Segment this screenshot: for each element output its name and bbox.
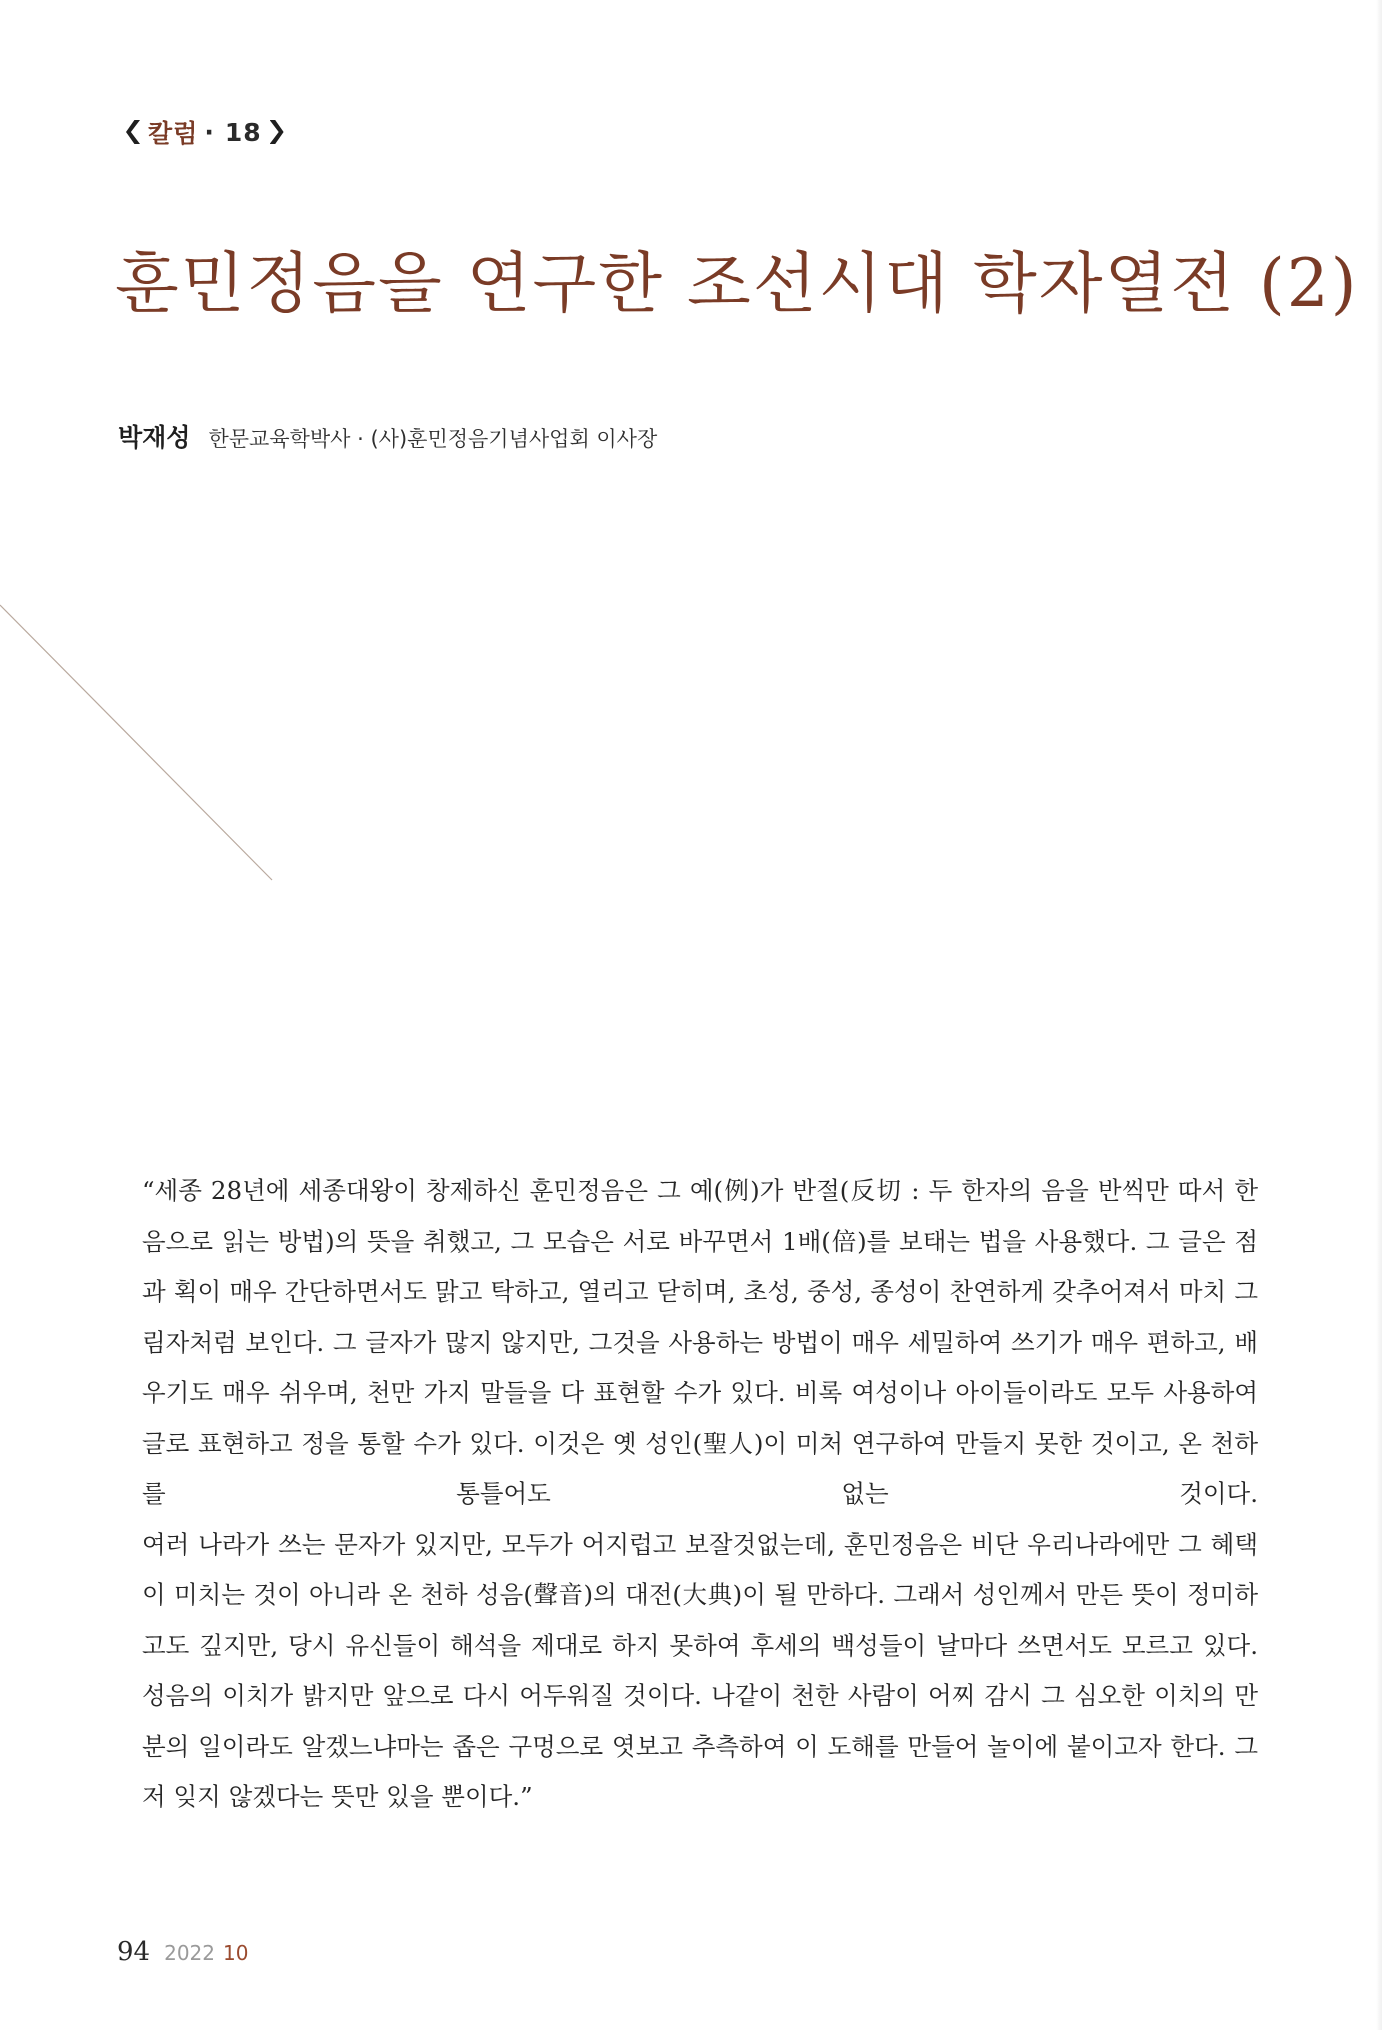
bracket-right-icon [270, 120, 284, 144]
decorative-diagonal-line [0, 590, 300, 890]
article-title: 훈민정음을 연구한 조선시대 학자열전 (2) [115, 245, 1359, 322]
column-tag [118, 112, 292, 152]
byline [118, 418, 657, 454]
issue-year: 2022 [164, 1941, 215, 1965]
body-paragraph: “세종 28년에 세종대왕이 창제하신 훈민정음은 그 예(例)가 반절(反切 : 두 한자의 음을 반씩만 따서 한 음으로 읽는 방법)의 뜻을 취했고, 그 모습은 서로 바꾸면서 1배(倍)를 보태는 법을 사용했다. 그 글은 점과 획이 매우 간단하면서도 맑고 탁하고, 열리고 닫히며, 초성, 중성, 종성이 찬연하게 갖추어져서 마치 그림자처럼 보인다. 그 글자가 많지 않지만, 그것을 사용하는 방법이 매우 세밀하여 쓰기가 매우 편하고, 배우기도 매우 쉬우며, 천만 가지 말들을 다 표현할 수가 있다. 비록 여성이나 아이들이라도 모두 사용하여 글로 표현하고 정을 통할 수가 있다. 이것은 옛 성인(聖人)이 미처 연구하여 만들지 못한 것이고, 온 천하를 통틀어도 없는 것이다. [142, 1176, 1258, 1508]
bracket-left-icon [126, 120, 140, 144]
author-affiliation: 한문교육학박사 · (사)훈민정음기념사업회 이사장 [208, 427, 658, 451]
author-name: 박재성 [118, 423, 191, 452]
issue-month: 10 [223, 1941, 249, 1965]
body-paragraph: 여러 나라가 쓰는 문자가 있지만, 모두가 어지럽고 보잘것없는데, 훈민정음은 비단 우리나라에만 그 혜택이 미치는 것이 아니라 온 천하 성음(聲音)의 대전(大典)이 될 만하다. 그래서 성인께서 만든 뜻이 정미하고도 깊지만, 당시 유신들이 해석을 제대로 하지 못하여 후세의 백성들이 날마다 쓰면서도 모르고 있다. 성음의 이치가 밝지만 앞으로 다시 어두워질 것이다. 나같이 천한 사람이 어찌 감시 그 심오한 이치의 만분의 일이라도 알겠느냐마는 좁은 구멍으로 엿보고 추측하여 이 도해를 만들어 놀이에 붙이고자 한다. 그저 잊지 않겠다는 뜻만 있을 뿐이다.” [142, 1529, 1258, 1811]
column-separator: · [204, 117, 215, 147]
page-edge-shadow [1376, 0, 1382, 2030]
page-footer [117, 1937, 248, 1967]
quotation-body [142, 1166, 1258, 1823]
column-number: 18 [224, 117, 262, 147]
page-number: 94 [117, 1937, 151, 1967]
column-label: 칼럼 [148, 119, 199, 148]
